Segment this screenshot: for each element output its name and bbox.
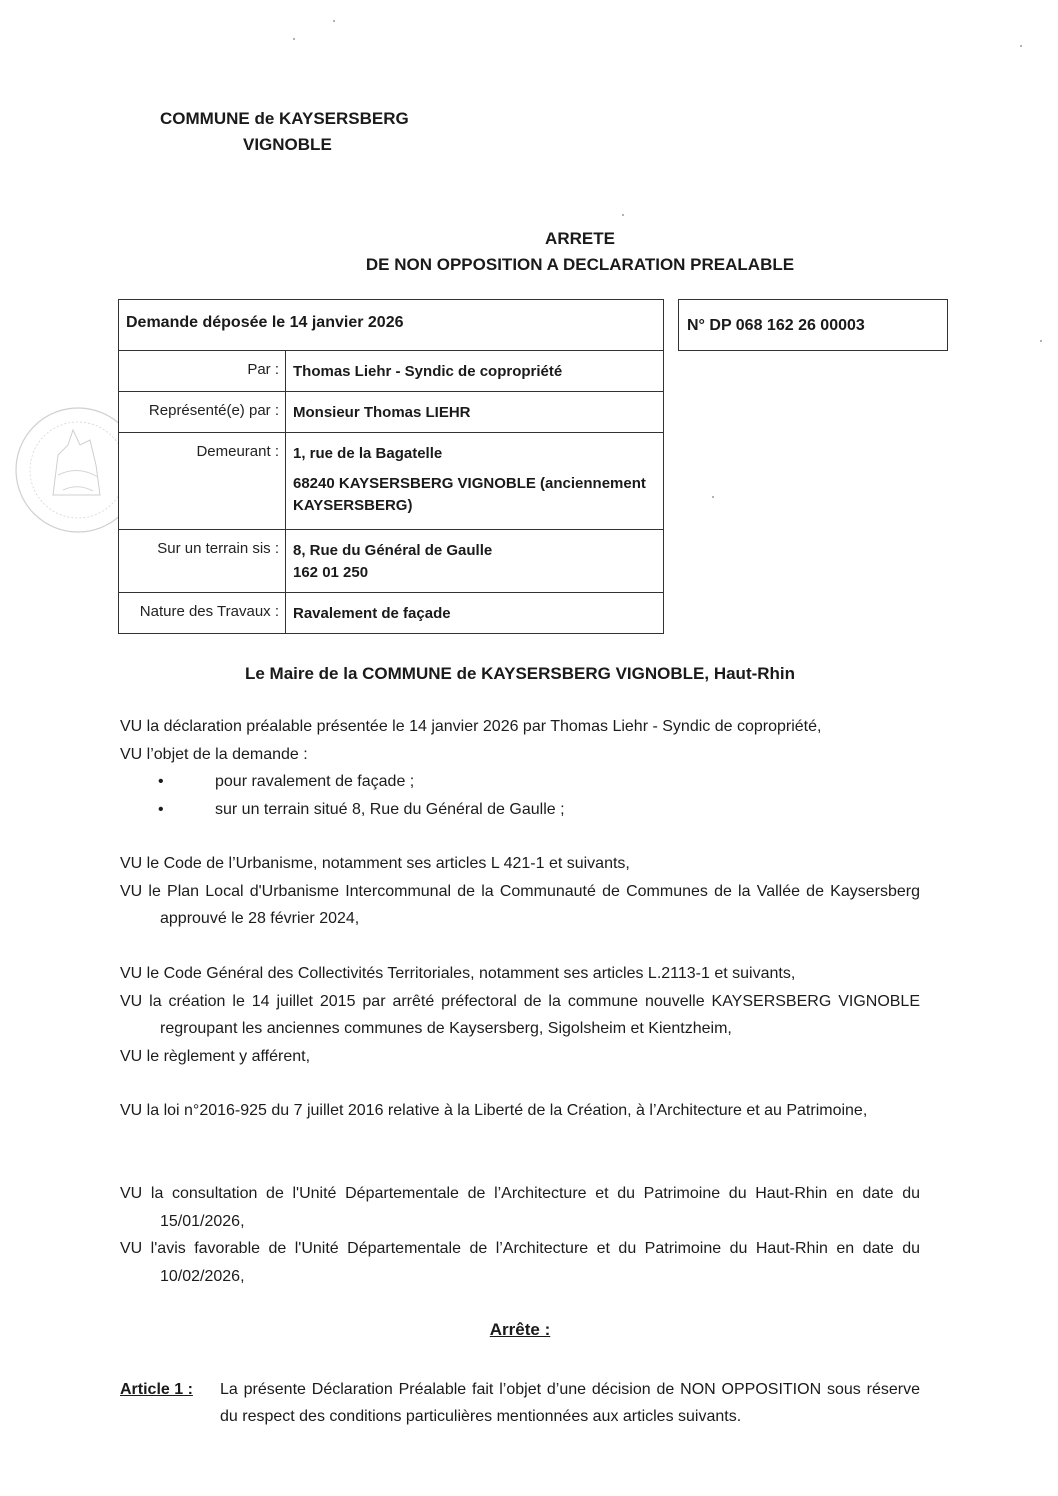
representative: Monsieur Thomas LIEHR xyxy=(293,404,471,421)
list-item: • pour ravalement de façade ; xyxy=(120,768,920,796)
scan-speck xyxy=(293,38,295,40)
document-title xyxy=(340,226,820,278)
visa: VU le Code Général des Collectivités Territoriales, notamment ses articles L.2113-1 et suivants, xyxy=(120,965,796,982)
request-info-table xyxy=(118,299,664,634)
article-label: Article 1 : xyxy=(120,1381,193,1398)
scan-speck xyxy=(1040,340,1042,342)
commune-name-line2: VIGNOBLE xyxy=(243,135,332,154)
table-row xyxy=(119,593,664,634)
table-row xyxy=(119,433,664,530)
mayor-heading: Le Maire de la COMMUNE de KAYSERSBERG VIGNOBLE, Haut-Rhin xyxy=(244,664,796,683)
works-nature: Ravalement de façade xyxy=(293,605,451,622)
visa: VU le règlement y afférent, xyxy=(120,1047,311,1065)
row-value xyxy=(286,351,664,392)
row-label: Demeurant : xyxy=(119,433,286,530)
row-label: Sur un terrain sis : xyxy=(119,530,286,593)
visa: VU la loi n°2016-925 du 7 juillet 2016 relative à la Liberté de la Création, à l’Architecture et au Patrimoine, xyxy=(120,1102,868,1119)
visa: VU le Plan Local d'Urbanisme Intercommunal de la Communauté de Communes de la Vallée de Kaysersberg approuvé le 28 février 2024, xyxy=(120,882,920,927)
article-1 xyxy=(120,1376,920,1430)
visa: VU l'avis favorable de l'Unité Départementale de l’Architecture et du Patrimoine du Haut-Rhin en date du 10/02/2026, xyxy=(120,1240,920,1285)
row-value xyxy=(286,392,664,433)
visas-block-1 xyxy=(120,713,920,823)
scan-speck xyxy=(712,496,714,498)
table-row xyxy=(119,392,664,433)
scan-speck xyxy=(333,20,335,22)
row-value xyxy=(286,593,664,634)
address-line2: 68240 KAYSERSBERG VIGNOBLE (anciennement KAYSERSBERG) xyxy=(293,475,646,514)
visa: VU la consultation de l'Unité Départementale de l’Architecture et du Patrimoine du Haut-Rhin en date du 15/01/2026, xyxy=(120,1185,920,1230)
dp-number-box: N° DP 068 162 26 00003 xyxy=(678,299,948,351)
visas-block-4 xyxy=(120,1097,920,1125)
scan-speck xyxy=(622,214,624,216)
commune-header xyxy=(160,106,409,158)
municipal-seal-icon xyxy=(8,395,118,545)
address-line1: 1, rue de la Bagatelle xyxy=(293,445,443,462)
visas-block-2 xyxy=(120,850,920,933)
visa: VU l’objet de la demande : xyxy=(120,745,308,763)
deposit-date: Demande déposée le 14 janvier 2026 xyxy=(119,300,664,351)
applicant: Thomas Liehr - Syndic de copropriété xyxy=(293,363,563,380)
visa: VU le Code de l’Urbanisme, notamment ses articles L 421-1 et suivants, xyxy=(120,855,630,872)
visas-block-5 xyxy=(120,1180,920,1290)
row-label: Représenté(e) par : xyxy=(119,392,286,433)
article-text: La présente Déclaration Préalable fait l’objet d’une décision de NON OPPOSITION sous réserve du respect des conditions particulières mentionnées aux articles suivants. xyxy=(220,1381,920,1425)
parcel-number: 162 01 250 xyxy=(293,564,369,581)
row-value xyxy=(286,433,664,530)
object-list xyxy=(120,768,920,823)
title-line1: ARRETE xyxy=(545,229,615,248)
visas-block-3 xyxy=(120,960,920,1070)
visa: VU la création le 14 juillet 2015 par arrêté préfectoral de la commune nouvelle KAYSERSBERG VIGNOBLE regroupant les anciennes communes de Kaysersberg, Sigolsheim et Kientzheim, xyxy=(120,992,920,1037)
row-label: Par : xyxy=(119,351,286,392)
commune-name-line1: COMMUNE de KAYSERSBERG xyxy=(160,109,409,128)
scan-speck xyxy=(1020,45,1022,47)
list-item: • sur un terrain situé 8, Rue du Général de Gaulle ; xyxy=(120,796,920,824)
table-row xyxy=(119,530,664,593)
arrete-heading: Arrête : xyxy=(489,1320,551,1339)
title-line2: DE NON OPPOSITION A DECLARATION PREALABLE xyxy=(365,255,795,274)
visa: VU la déclaration préalable présentée le 14 janvier 2026 par Thomas Liehr - Syndic de copropriété, xyxy=(120,718,822,735)
row-label: Nature des Travaux : xyxy=(119,593,286,634)
land-address: 8, Rue du Général de Gaulle xyxy=(293,542,493,559)
row-value xyxy=(286,530,664,593)
table-row xyxy=(119,351,664,392)
